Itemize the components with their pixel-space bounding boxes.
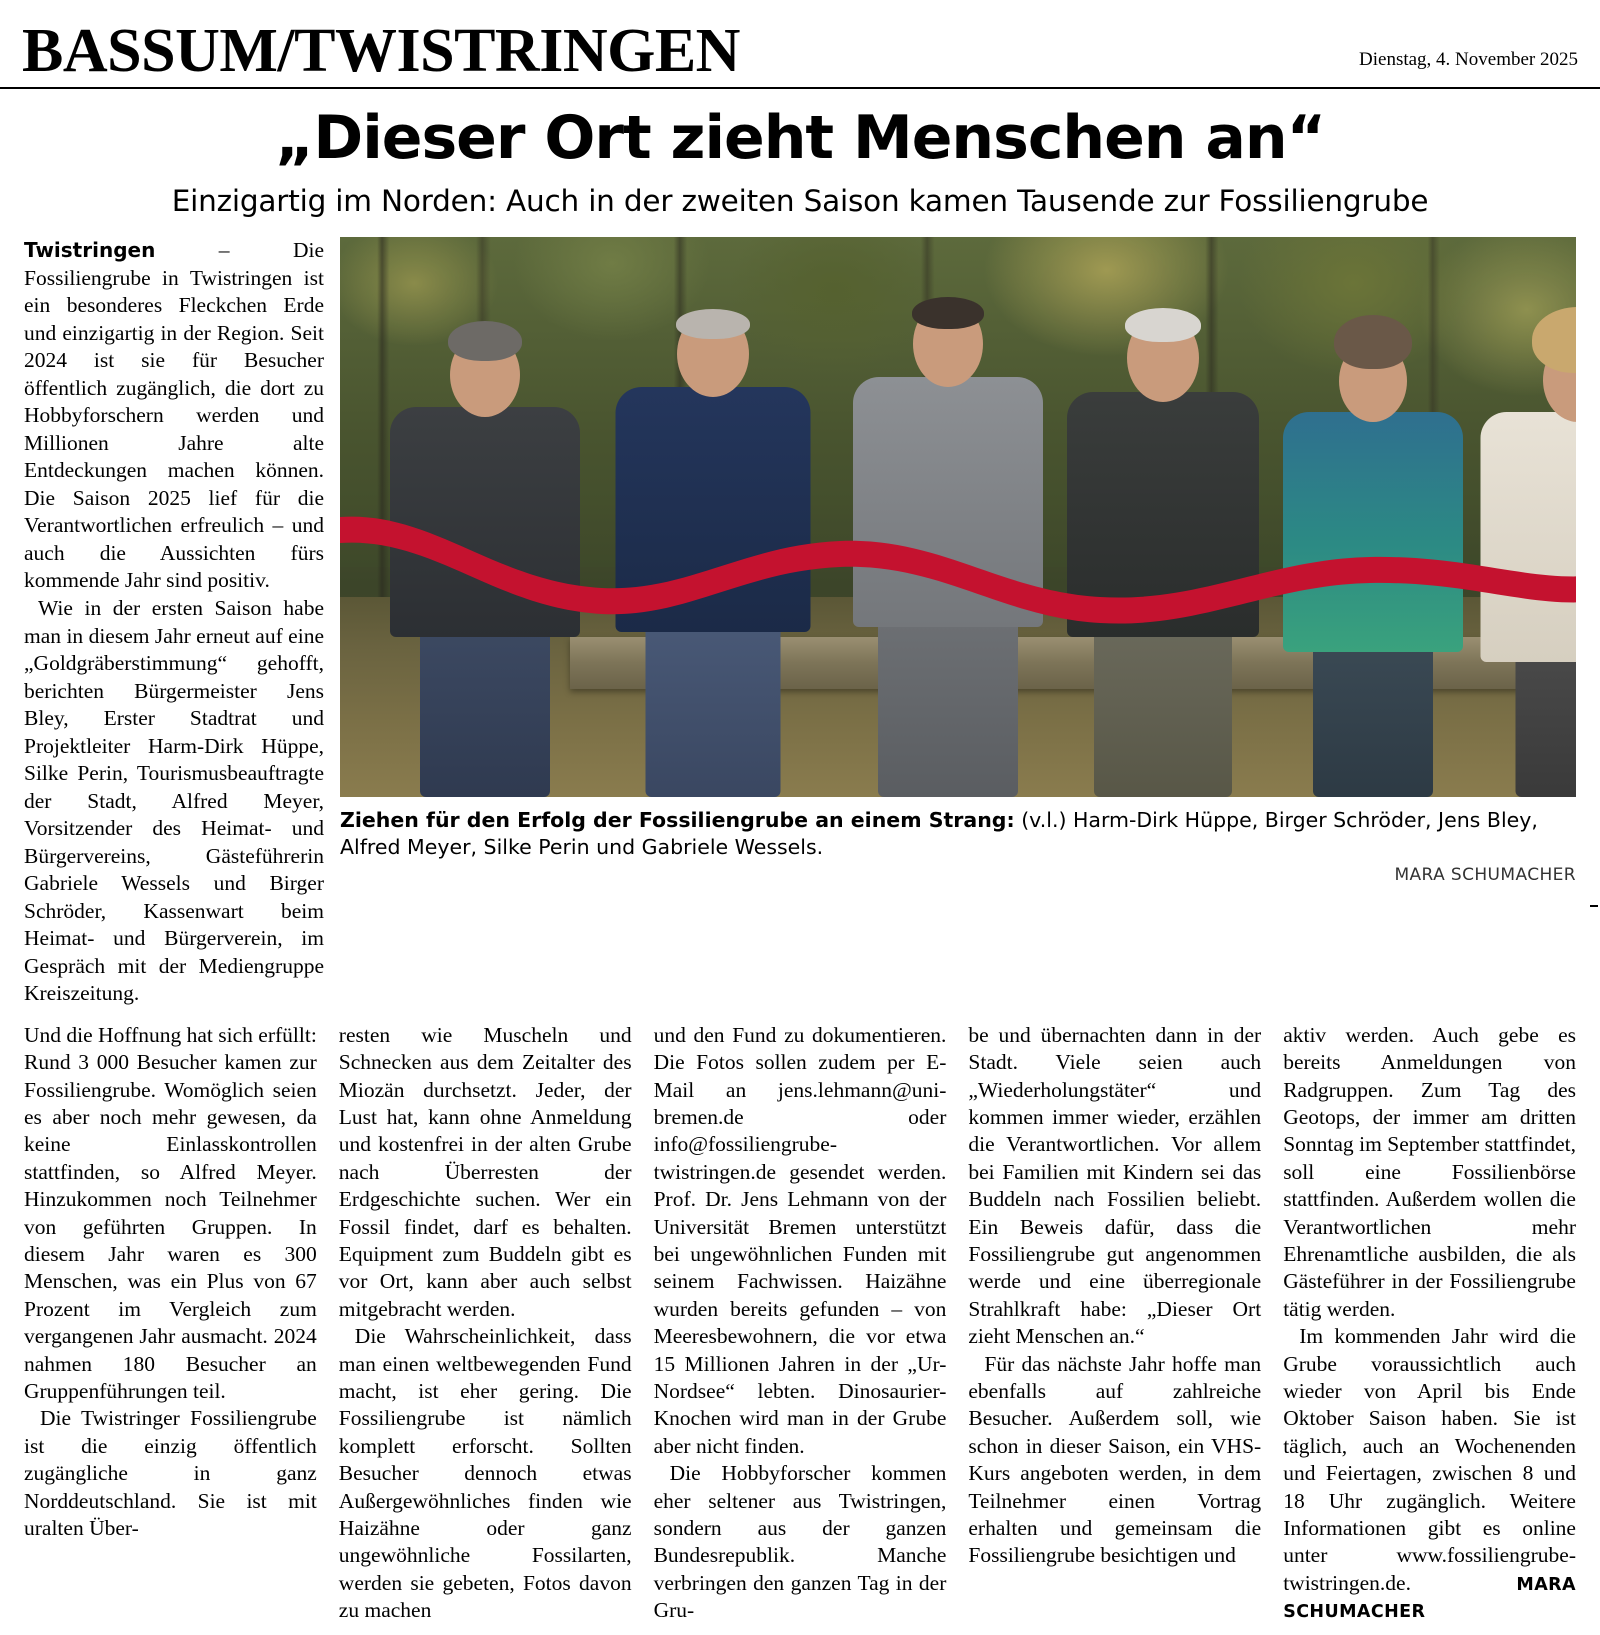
lead-paragraph-1-text: – Die Fossiliengrube in Twistringen ist ein besonderes Fleckchen Erde und einzigartig in der Region. Seit 2024 ist sie für Besucher öffentlich zugänglich, die dort zu Hobbyforschern werden und Millionen Jahre alte Entdeckungen machen können. Die Saison 2025 lief für die Verantwortlichen erfreulich – und auch die Aussichten fürs kommende Jahr sind positiv. (24, 238, 324, 593)
person-alfred-meyer (1055, 272, 1270, 797)
person-jens-bley (840, 252, 1055, 797)
masthead (0, 0, 1600, 89)
legs (420, 617, 550, 797)
paragraph: aktiv werden. Auch gebe es bereits Anmeldungen von Radgruppen. Zum Tag des Geotops, der immer am dritten Sonntag im September stattfindet, soll eine Fossilienbörse stattfinden. Außerdem wollen die Verantwortlichen mehr Ehrenamtliche ausbilden, die als Gästeführer in der Fossiliengrube tätig werden. (1283, 1022, 1576, 1321)
suit-jacket (853, 377, 1043, 627)
article-photo (340, 237, 1576, 797)
jacket (615, 387, 810, 632)
trousers (1094, 617, 1232, 797)
paragraph (1283, 1323, 1576, 1624)
registration-mark (1590, 905, 1598, 907)
person-birger-schroeder (605, 277, 820, 797)
lead-column (24, 237, 324, 1007)
coat (1480, 412, 1576, 662)
hair (1532, 307, 1577, 373)
top-area (0, 219, 1600, 1007)
publication-date: Dienstag, 4. November 2025 (1359, 48, 1578, 70)
trousers (1515, 647, 1576, 797)
trousers (878, 607, 1018, 797)
hair (676, 309, 750, 339)
body-column-3 (654, 1022, 947, 1625)
paragraph: be und übernachten dann in der Stadt. Viele seien auch „Wiederholungstäter“ und kommen immer wieder, erzählen die Verantwortlichen. Vor allem bei Familien mit Kindern sei das Buddeln nach Fossilien beliebt. Ein Beweis dafür, dass die Fossiliengrube gut angenommen werde und eine überregionale Strahlkraft habe: „Dieser Ort zieht Menschen an.“ (968, 1022, 1262, 1349)
caption-rest: (v.l.) Harm-Dirk Hüppe, Birger Schröder, Jens Bley, Alfred Meyer, Silke Perin und Gabriele Wessels. (340, 808, 1538, 859)
paragraph-text: Im kommenden Jahr wird die Grube voraussichtlich auch wieder von April bis Ende Oktober Saison haben. Sie ist täglich, auch an Wochenenden und Feiertagen, zwischen 8 und 18 Uhr zugänglich. Weitere Informationen gibt es online unter www.fossiliengrube-twistringen.de. (1283, 1324, 1576, 1595)
person-silke-perin (1270, 292, 1475, 797)
paragraph: resten wie Muscheln und Schnecken aus dem Zeitalter des Miozän durchsetzt. Jeder, der Lust hat, kann ohne Anmeldung und kostenfrei in der alten Grube nach Überresten der Erdgeschichte suchen. Wer ein Fossil findet, darf es behalten. Equipment zum Buddeln gibt es vor Ort, kann aber auch selbst mitgebracht werden. (338, 1022, 632, 1321)
lead-paragraph-1 (24, 237, 324, 595)
section-title: BASSUM/TWISTRINGEN (22, 17, 740, 85)
photo-credit: MARA SCHUMACHER (1394, 864, 1576, 885)
dateline: Twistringen (24, 238, 156, 263)
photo-caption (340, 797, 1576, 860)
body-column-4 (968, 1022, 1261, 1625)
trousers (1313, 637, 1433, 797)
body-column-5 (1283, 1022, 1576, 1625)
body-column-2 (339, 1022, 632, 1625)
hair (912, 297, 984, 329)
page-title: „Dieser Ort zieht Menschen an“ (274, 102, 1326, 173)
body-columns (0, 1008, 1600, 1635)
jacket (390, 407, 580, 637)
hair (1334, 315, 1412, 369)
lead-paragraph-2: Wie in der ersten Saison habe man in diesem Jahr erneut auf eine „Goldgräberstimmung“ gehofft, berichten Bürgermeister Jens Bley, Erster Stadtrat und Projektleiter Harm-Dirk Hüppe, Silke Perin, Tourismusbeauftragte der Stadt, Alfred Meyer, Vorsitzender des Heimat- und Bürgervereins, Gästeführerin Gabriele Wessels und Birger Schröder, Kassenwart beim Heimat- und Bürgerverein, im Gespräch mit der Mediengruppe Kreiszeitung. (24, 595, 324, 1006)
caption-lead: Ziehen für den Erfolg der Fossiliengrube an einem Strang: (340, 808, 1015, 833)
hair (1125, 308, 1201, 342)
hair (448, 321, 522, 361)
paragraph: Die Twistringer Fossiliengrube ist die einzig öffentlich zugängliche in ganz Norddeutschland. Sie ist mit uralten Über- (24, 1406, 317, 1541)
vest (1283, 412, 1463, 652)
paragraph: Die Wahrscheinlichkeit, dass man einen weltbewegenden Fund macht, ist eher gering. Die Fossiliengrube ist nämlich komplett erforscht. Sollten Besucher dennoch etwas Außergewöhnliches finden wie Haizähne oder ganz ungewöhnliche Fossilarten, werden sie gebeten, Fotos davon zu machen (338, 1324, 632, 1623)
jacket (1067, 392, 1259, 637)
paragraph: Die Hobbyforscher kommen eher seltener aus Twistringen, sondern aus der ganzen Bundesrepublik. Manche verbringen den ganzen Tag in der Gru- (653, 1461, 947, 1623)
legs (645, 612, 780, 797)
headline-block (0, 89, 1600, 219)
subheadline: Einzigartig im Norden: Auch in der zweiten Saison kamen Tausende zur Fossiliengrube (171, 183, 1429, 218)
paragraph: Für das nächste Jahr hoffe man ebenfalls auf zahlreiche Besucher. Außerdem soll, wie schon in dieser Saison, ein VHS-Kurs angeboten werden, in dem Teilnehmer einen Vortrag erhalten und gemeinsam die Fossiliengrube besichtigen und (968, 1351, 1262, 1568)
person-harm-dirk-hueppe (380, 297, 590, 797)
paragraph: und den Fund zu dokumentieren. Die Fotos sollen zudem per E-Mail an jens.lehmann@uni-bremen.de oder info@fossiliengrube-twistringen.de gesendet werden. Prof. Dr. Jens Lehmann von der Universität Bremen unterstützt bei ungewöhnlichen Funden mit seinem Fachwissen. Haizähne wurden bereits gefunden – von Meeresbewohnern, die vor etwa 15 Millionen Jahren in der „Ur-Nordsee“ lebten. Dinosaurier-Knochen wird man in der Grube aber nicht finden. (653, 1022, 947, 1458)
article-byline: MARA SCHUMACHER (1283, 1574, 1576, 1623)
body-column-1 (24, 1022, 317, 1625)
paragraph: Und die Hoffnung hat sich erfüllt: Rund 3 000 Besucher kamen zur Fossiliengrube. Womöglich seien es aber noch mehr gewesen, da keine Einlasskontrollen stattfinden, so Alfred Meyer. Hinzukommen noch Teilnehmer von geführten Gruppen. In diesem Jahr waren es 300 Menschen, was ein Plus von 67 Prozent im Vergleich zum vergangenen Jahr ausmacht. 2024 nahmen 180 Besucher an Gruppenführungen teil. (24, 1022, 317, 1403)
photo-column (340, 237, 1576, 1007)
person-gabriele-wessels (1470, 282, 1576, 797)
